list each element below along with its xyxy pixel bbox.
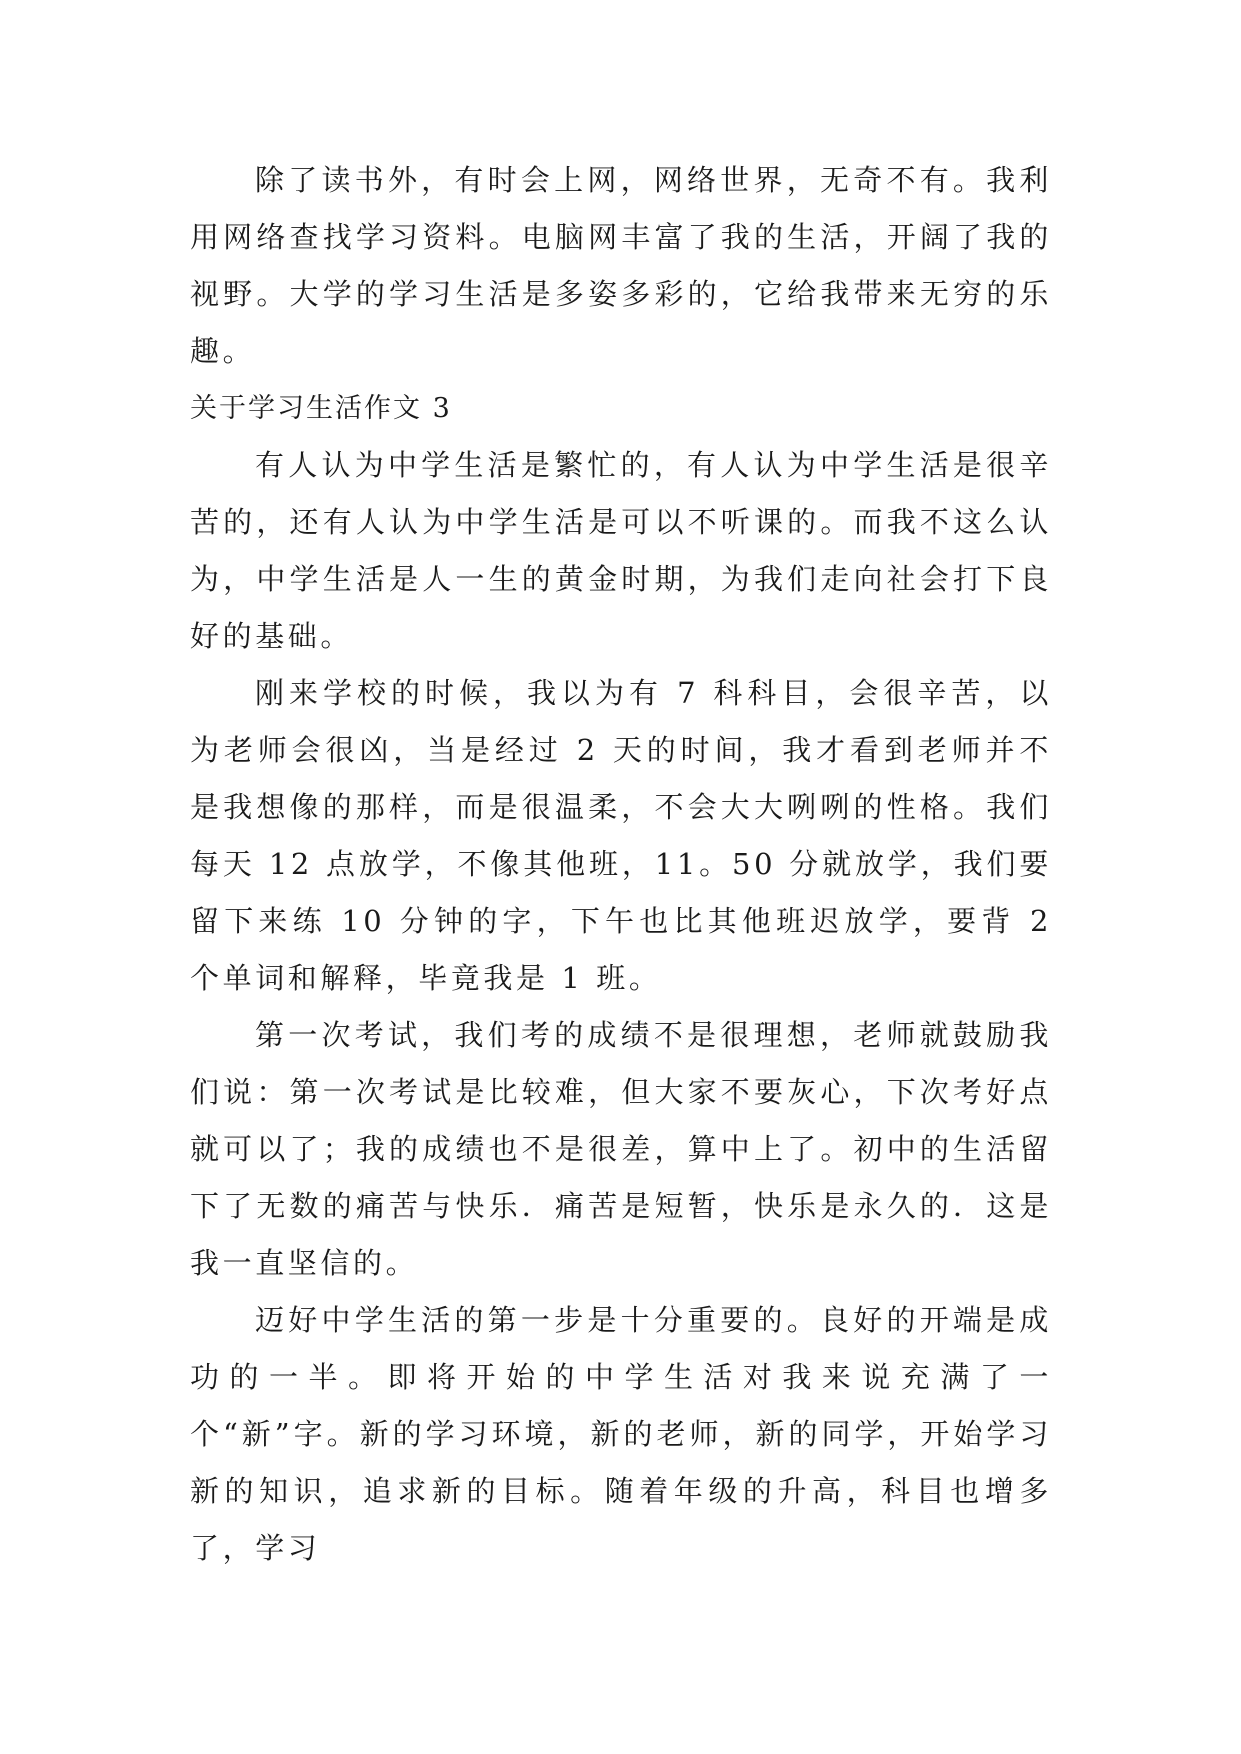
paragraph-5: 迈好中学生活的第一步是十分重要的。良好的开端是成功的一半。即将开始的中学生活对我来说充满了一个“新”字。新的学习环境，新的老师，新的同学，开始学习新的知识，追求新的目标。随着年级的升高，科目也增多了，学习 xyxy=(190,1303,1052,1565)
section-heading: 关于学习生活作文 3 xyxy=(190,393,452,424)
paragraph-1: 除了读书外，有时会上网，网络世界，无奇不有。我利用网络查找学习资料。电脑网丰富了我的生活，开阔了我的视野。大学的学习生活是多姿多彩的，它给我带来无穷的乐趣。 xyxy=(190,163,1052,368)
paragraph-4: 第一次考试，我们考的成绩不是很理想，老师就鼓励我们说：第一次考试是比较难，但大家不要灰心，下次考好点就可以了；我的成绩也不是很差，算中上了。初中的生活留下了无数的痛苦与快乐．痛苦是短暂，快乐是永久的．这是我一直坚信的。 xyxy=(190,1018,1052,1280)
paragraph-3: 刚来学校的时候，我以为有 7 科科目，会很辛苦，以为老师会很凶，当是经过 2 天的时间，我才看到老师并不是我想像的那样，而是很温柔，不会大大咧咧的性格。我们每天 12 点放学，不像其他班，11。50 分就放学，我们要留下来练 10 分钟的字，下午也比其他班迟放学，要背 2 个单词和解释，毕竟我是 1 班。 xyxy=(190,676,1052,995)
document-body xyxy=(190,152,1052,1577)
paragraph-2: 有人认为中学生活是繁忙的，有人认为中学生活是很辛苦的，还有人认为中学生活是可以不听课的。而我不这么认为，中学生活是人一生的黄金时期，为我们走向社会打下良好的基础。 xyxy=(190,448,1052,653)
